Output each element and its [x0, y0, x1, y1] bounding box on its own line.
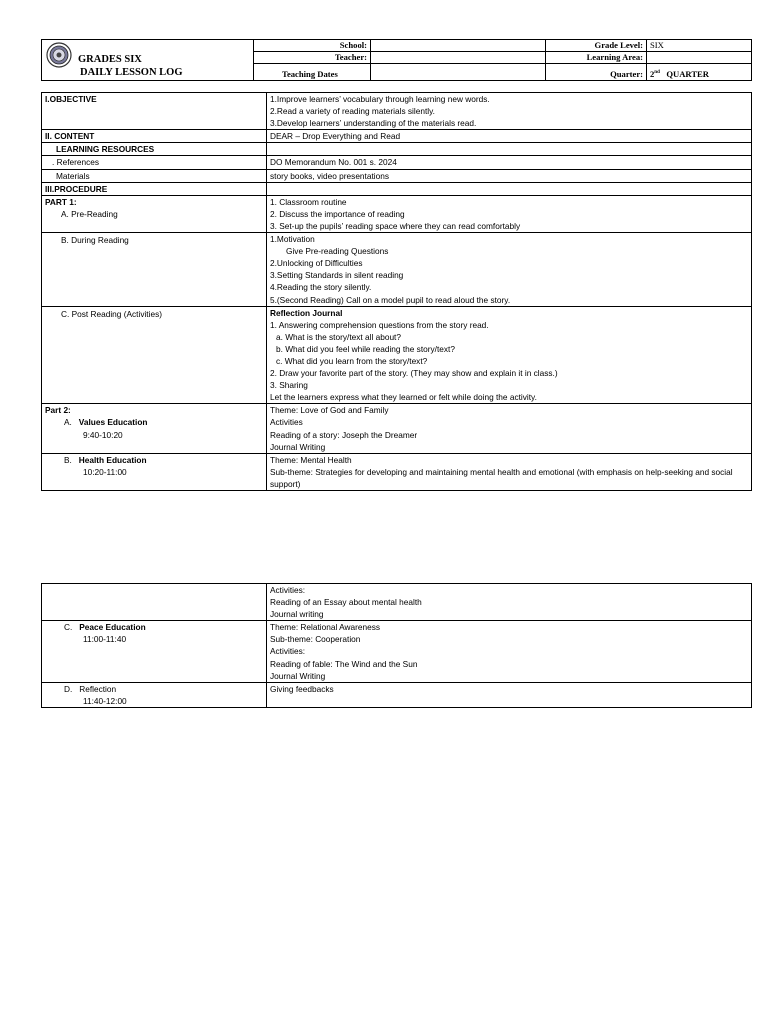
learning-area-value	[647, 52, 752, 64]
objective-label: I.OBJECTIVE	[42, 93, 267, 130]
objective-items: 1.Improve learners’ vocabulary through learning new words. 2.Read a variety of reading materials silently. 3.Develop learners’ understanding of the materials read.	[267, 93, 752, 130]
content-row	[42, 130, 752, 143]
peace-education-time: 11:00-11:40	[83, 634, 127, 645]
materials-value: story books, video presentations	[267, 169, 752, 182]
values-education-label: Values Education	[78, 417, 148, 428]
teaching-dates-value	[371, 64, 546, 81]
health-continued-row	[42, 584, 752, 621]
health-education-row	[42, 453, 752, 490]
school-value	[371, 40, 546, 52]
peace-education-cell: C. Peace Education 11:00-11:40	[42, 621, 267, 682]
references-value: DO Memorandum No. 001 s. 2024	[267, 156, 752, 169]
health-education-label: Health Education	[78, 454, 147, 465]
learning-area-label: Learning Area:	[546, 52, 647, 64]
resources-label: LEARNING RESOURCES	[42, 143, 267, 156]
health-continued-items: Activities: Reading of an Essay about mental health Journal writing	[267, 584, 752, 621]
teaching-dates-label: Teaching Dates	[254, 64, 371, 81]
reflection-row	[42, 682, 752, 707]
school-label: School:	[254, 40, 371, 52]
post-reading-label: C. Post Reading (Activities)	[42, 306, 267, 404]
peace-education-row	[42, 621, 752, 682]
content-value: DEAR – Drop Everything and Read	[267, 130, 752, 143]
health-education-cell: B. Health Education 10:20-11:00	[42, 453, 267, 490]
values-education-row	[42, 404, 752, 453]
quarter-value: 2nd QUARTER	[647, 64, 752, 81]
header-table	[41, 39, 752, 81]
peace-education-label: Peace Education	[79, 622, 146, 633]
doc-title-line2: DAILY LESSON LOG	[80, 67, 183, 78]
health-education-items: Theme: Mental Health Sub-theme: Strategies for developing and maintaining mental health and emotional (with emphasis on help-seeking and social support)	[267, 453, 752, 490]
peace-education-items: Theme: Relational Awareness Sub-theme: Cooperation Activities: Reading of fable: The Wind and the Sun Journal Writing	[267, 621, 752, 682]
pre-reading-items: 1. Classroom routine 2. Discuss the importance of reading 3. Set-up the pupils’ reading space where they can read comfortably	[267, 195, 752, 232]
post-reading-row	[42, 306, 752, 404]
part1-label: PART 1:	[45, 196, 77, 207]
grade-level-value: SIX	[647, 40, 752, 52]
lesson-table	[41, 92, 752, 491]
post-reading-items: Reflection Journal 1. Answering comprehension questions from the story read. a. What is the story/text all about? b. What did you feel while reading the story/text? c. What did you learn from the story/text? 2. Draw your favorite part of the story. (They may show and explain it in class.) 3. Sharing Let the learners express what they learned or felt while doing the activity.	[267, 306, 752, 404]
part2-label: Part 2:	[45, 405, 71, 416]
during-reading-items: 1.Motivation Give Pre-reading Questions 2.Unlocking of Difficulties 3.Setting Standards in silent reading 4.Reading the story silently. 5.(Second Reading) Call on a model pupil to read aloud the story.	[267, 233, 752, 307]
teacher-value	[371, 52, 546, 64]
procedure-label: III.PROCEDURE	[42, 182, 267, 195]
title-block	[42, 40, 254, 81]
values-education-time: 9:40-10:20	[83, 429, 123, 440]
pre-reading-row	[42, 195, 752, 232]
teacher-label: Teacher:	[254, 52, 371, 64]
values-education-items: Theme: Love of God and Family Activities Reading of a story: Joseph the Dreamer Journal Writing	[267, 404, 752, 453]
references-label: . References	[42, 156, 267, 169]
lesson-table-continued	[41, 583, 752, 708]
reflection-value: Giving feedbacks	[267, 682, 752, 707]
materials-label: Materials	[42, 169, 267, 182]
content-label: II. CONTENT	[42, 130, 267, 143]
during-reading-row	[42, 233, 752, 307]
pre-reading-label: A. Pre-Reading	[61, 208, 118, 219]
references-row	[42, 156, 752, 169]
grade-level-label: Grade Level:	[546, 40, 647, 52]
during-reading-label: B. During Reading	[42, 233, 267, 307]
part1-cell	[42, 195, 267, 232]
resources-row	[42, 143, 752, 156]
reflection-time: 11:40-12:00	[83, 695, 127, 706]
school-seal-icon	[46, 42, 72, 68]
objective-row	[42, 93, 752, 130]
doc-title-line1: GRADES SIX	[78, 54, 142, 65]
health-education-time: 10:20-11:00	[83, 466, 127, 477]
part2-cell: Part 2: A. Values Education 9:40-10:20	[42, 404, 267, 453]
materials-row	[42, 169, 752, 182]
reflection-label: Reflection	[79, 683, 117, 694]
reflection-cell: D. Reflection 11:40-12:00	[42, 682, 267, 707]
procedure-row	[42, 182, 752, 195]
quarter-label: Quarter:	[546, 64, 647, 81]
